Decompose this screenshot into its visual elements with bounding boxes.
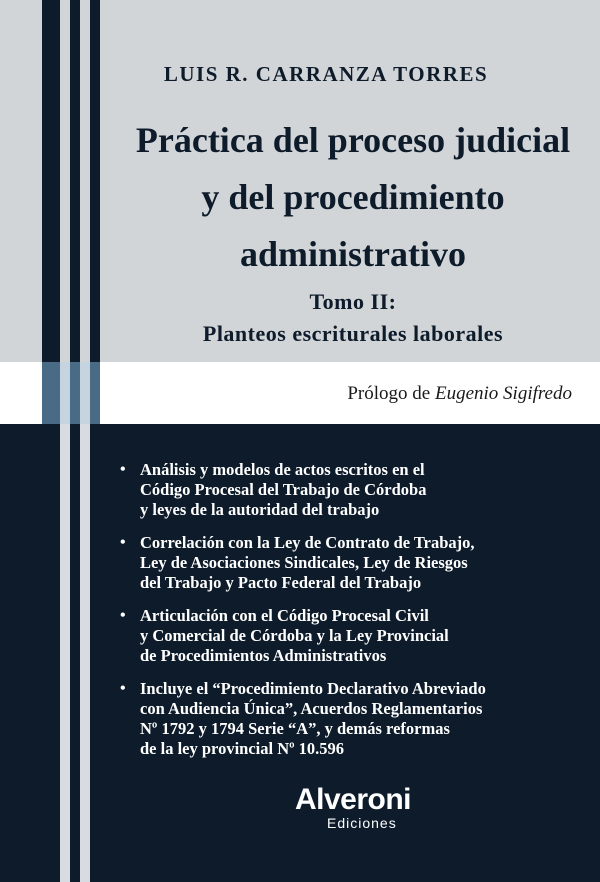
stripe-accent-gap: [80, 362, 90, 424]
bullet-icon: •: [120, 607, 126, 624]
book-author: LUIS R. CARRANZA TORRES: [163, 62, 489, 86]
list-item: [118, 679, 578, 759]
volume-block: [118, 286, 588, 350]
stripe-accent-block: [42, 362, 100, 424]
list-item-text: Análisis y modelos de actos escritos en el Código Procesal del Trabajo de Córdoba y leyes de la autoridad del trabajo: [140, 460, 427, 519]
vertical-stripe-light: [80, 424, 90, 882]
publisher-subtitle: Ediciones: [327, 815, 397, 831]
book-title: Práctica del proceso judicial y del procedimiento administrativo: [135, 120, 571, 274]
publisher-name: Alveroni: [294, 783, 412, 816]
bullet-icon: •: [120, 680, 126, 697]
vertical-stripe: [70, 0, 80, 882]
stripe-accent-gap: [60, 362, 70, 424]
list-item: [118, 460, 578, 520]
bullet-icon: •: [120, 534, 126, 551]
vertical-stripe-light: [60, 424, 70, 882]
feature-list: [118, 460, 578, 772]
bullet-icon: •: [120, 461, 126, 478]
list-item: [118, 606, 578, 666]
prologue-author: Eugenio Sigifredo: [434, 383, 572, 404]
publisher-logo: [283, 784, 423, 830]
list-item-text: Incluye el “Procedimiento Declarativo Abreviado con Audiencia Única”, Acuerdos Reglamentarios Nº 1792 y 1794 Serie “A”, y demás reformas de la ley provincial Nº 10.596: [140, 679, 486, 758]
volume-subtitle: Planteos escriturales laborales: [202, 321, 504, 346]
volume-number: Tomo II:: [309, 289, 397, 314]
prologue-prefix: Prólogo de: [347, 383, 431, 404]
prologue-credit: [347, 383, 572, 405]
list-item-text: Correlación con la Ley de Contrato de Trabajo, Ley de Asociaciones Sindicales, Ley de Riesgos del Trabajo y Pacto Federal del Trabajo: [140, 533, 475, 592]
vertical-stripe: [90, 0, 100, 882]
vertical-stripe: [42, 0, 60, 882]
list-item-text: Articulación con el Código Procesal Civil y Comercial de Córdoba y la Ley Provincial de Procedimientos Administrativos: [140, 606, 449, 665]
list-item: [118, 533, 578, 593]
